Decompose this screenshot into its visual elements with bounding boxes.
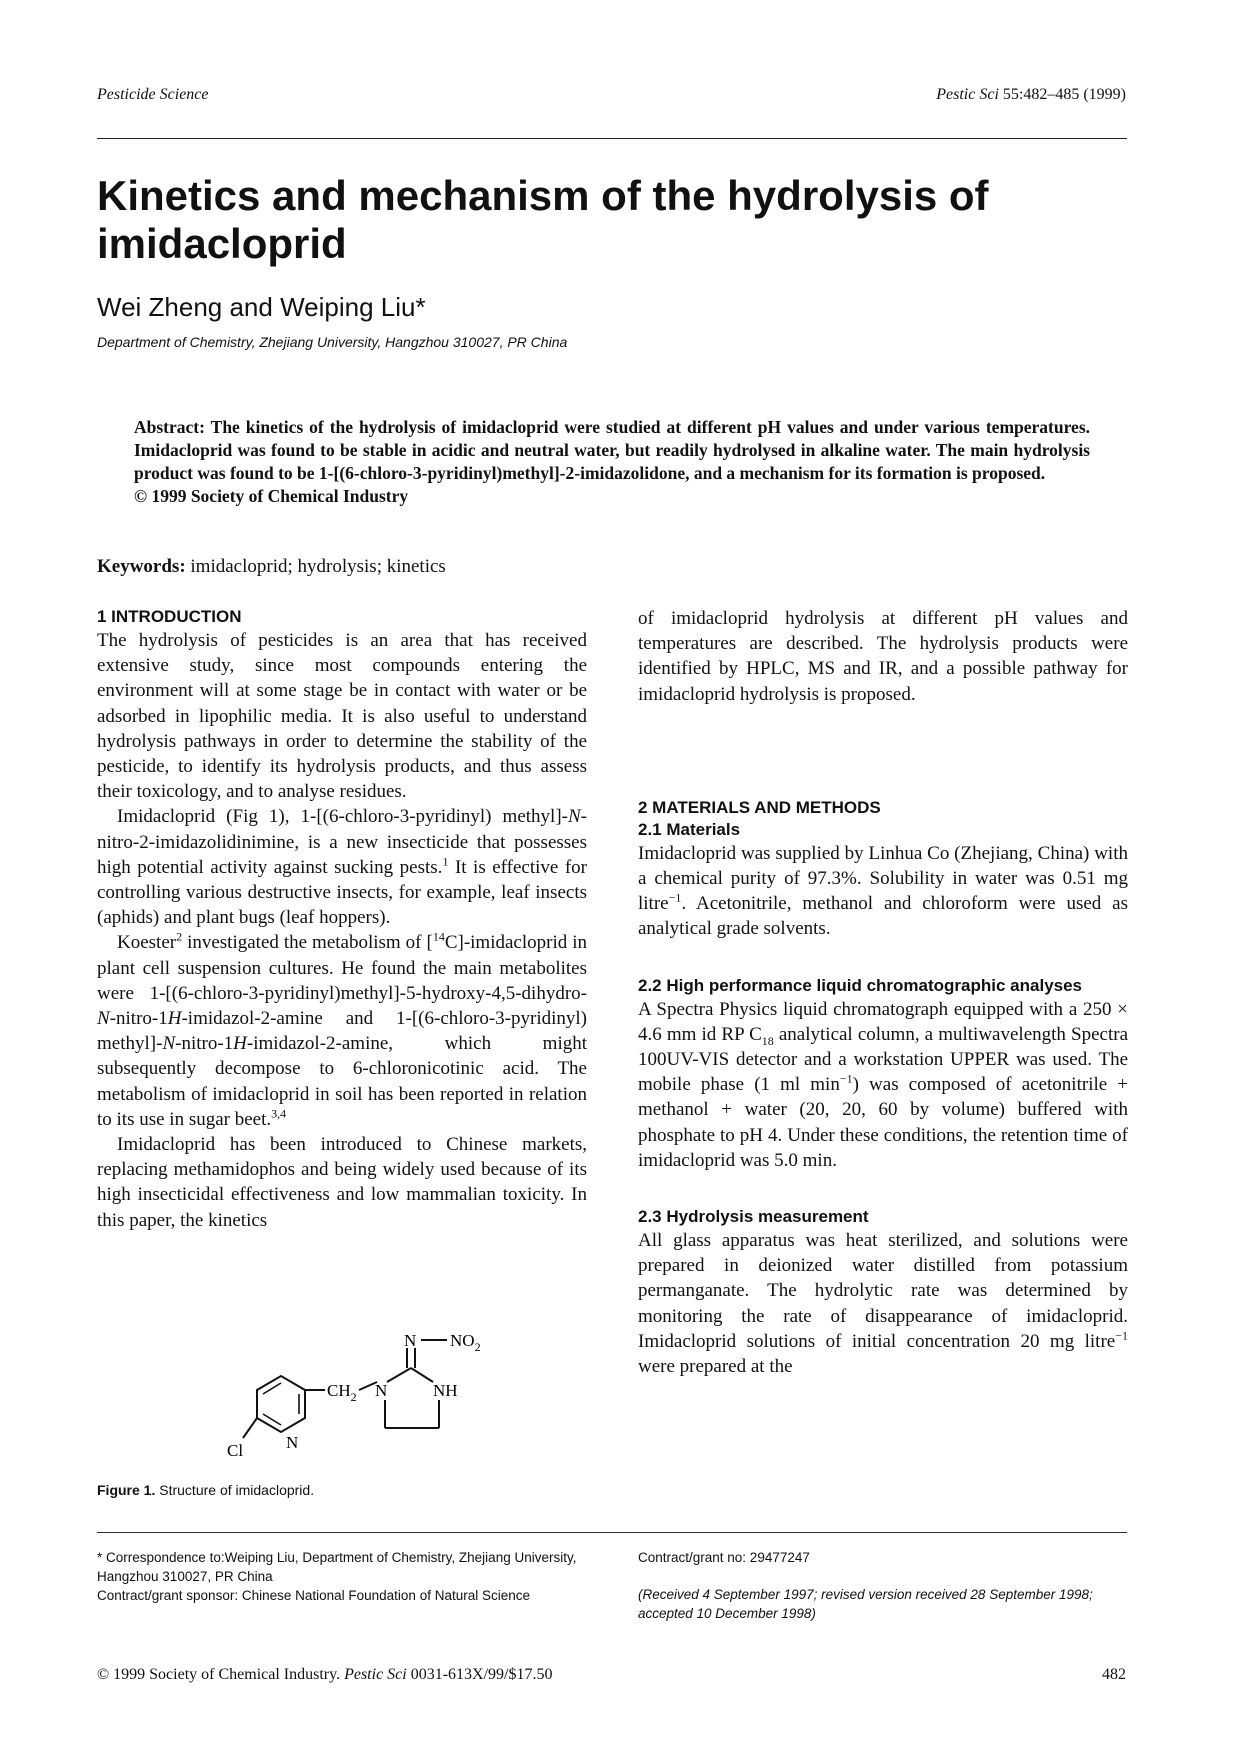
hydrolysis-paragraph: All glass apparatus was heat sterilized, and solutions were prepared in deionized water distilled from potassium permanganate. The hydrolytic rate was determined by monitoring the rate of disappearance of imidacloprid. Imidacloprid solutions of initial concentration 20 mg litre$^{-1}$ were prepared at the <box>638 1230 1128 1378</box>
abstract-copyright: © 1999 Society of Chemical Industry <box>134 486 409 506</box>
footnote-rule <box>97 1532 1127 1533</box>
keywords-text: imidacloprid; hydrolysis; kinetics <box>190 556 446 577</box>
intro-paragraph-3: Koester$^2$ investigated the metabolism of [$^{14}$C]-imidacloprid in plant cell suspension cultures. He found the main metabolites were 1-[(6-chloro-3-pyridinyl)methyl]-5-hydroxy-4,5-dihydro-N-nitro-1H-imidazol-2-amine and 1-[(6-chloro-3-pyridinyl) methyl]-N-nitro-1H-imidazol-2-amine, which might subsequently decompose to 6-chloronicotinic acid. The metabolism of imidacloprid in soil has been reported in relation to its use in sugar beet.$^{3,4}$ <box>97 930 587 1130</box>
imine-n-label: N <box>404 1331 417 1350</box>
figure-label: Figure 1. <box>97 1482 156 1498</box>
nh-label: NH <box>433 1381 458 1400</box>
footnotes-right <box>638 1548 1130 1623</box>
authors: Wei Zheng and Weiping Liu* <box>97 292 426 322</box>
grant-number-note: Contract/grant no: 29477247 <box>638 1550 810 1565</box>
footer-copyright: © 1999 Society of Chemical Industry. Pestic Sci 0031-613X/99/$17.50 <box>97 1666 553 1683</box>
imidacloprid-structure <box>207 1331 587 1476</box>
abstract-label: Abstract: <box>134 417 205 437</box>
citation-volume: 55 <box>1002 86 1019 103</box>
right-column <box>638 606 1128 1379</box>
correspondence-note: * Correspondence to:Weiping Liu, Department of Chemistry, Zhejiang University, Hangzhou 310027, PR China <box>97 1550 577 1584</box>
figure-caption-text: Structure of imidacloprid. <box>159 1482 315 1498</box>
pyridine-ring <box>257 1376 305 1432</box>
cl-label: Cl <box>227 1441 244 1460</box>
ring-n-label: N <box>375 1381 388 1400</box>
running-head-journal: Pesticide Science <box>97 86 209 103</box>
keywords <box>97 556 446 578</box>
footnotes-left <box>97 1548 589 1605</box>
hplc-paragraph: A Spectra Physics liquid chromatograph equipped with a 250 × 4.6 mm id RP $C_{18}$ analytical column, a multiwavelength Spectra 100UV-VIS detector and a workstation UPPER was used. The mobile phase (1 ml $\min^{-1}$) was composed of acetonitrile + methanol + water (20, 20, 60 by volume) buffered with phosphate to pH 4. Under these conditions, the retention time of imidacloprid was 5.0 min. <box>638 998 1129 1171</box>
materials-heading: 2.1 Materials <box>638 819 741 839</box>
hplc-heading: 2.2 High performance liquid chromatographic analyses <box>638 975 1083 995</box>
materials-paragraph: Imidacloprid was supplied by Linhua Co (Zhejiang, China) with a chemical purity of 97.3%. Solubility in water was 0.51 mg litre$^{-1}$. Acetonitrile, methanol and chloroform were used as analytical grade solvents. <box>638 842 1128 940</box>
imid-bond-2 <box>411 1368 433 1382</box>
sponsor-note: Contract/grant sponsor: Chinese National Foundation of Natural Science <box>97 1588 530 1603</box>
page-number: 482 <box>1102 1666 1126 1683</box>
citation-pages: :482–485 (1999) <box>1018 86 1126 103</box>
header-rule <box>97 138 1127 139</box>
methods-heading: 2 MATERIALS AND METHODS <box>638 797 881 817</box>
intro-heading: 1 INTRODUCTION <box>97 607 242 626</box>
intro-paragraph-2: Imidacloprid (Fig 1), 1-[(6-chloro-3-pyridinyl) methyl]-N-nitro-2-imidazolidinimine, is a new insecticide that possesses high potential activity against sucking pests.$^1$ It is effective for controlling various destructive insects, for example, leaf insects (aphids) and plant bugs (leaf hoppers). <box>97 806 587 929</box>
article-title: Kinetics and mechanism of the hydrolysis of imidacloprid <box>97 172 989 267</box>
citation-journal: Pestic Sci <box>936 86 999 103</box>
cl-bond <box>243 1418 257 1438</box>
abstract-text: The kinetics of the hydrolysis of imidacloprid were studied at different pH values and under various temperatures. Imidacloprid was found to be stable in acidic and neutral water, but readily hydrolysed in alkaline water. The main hydrolysis product was found to be 1-[(6-chloro-3-pyridinyl)methyl]-2-imidazolidone, and a mechanism for its formation is proposed. <box>134 417 1090 483</box>
intro-paragraph-1: The hydrolysis of pesticides is an area that has received extensive study, since most compounds entering the environment will at some stage be in contact with water or be adsorbed in lipophilic media. It is also useful to understand hydrolysis pathways in order to determine the stability of the pesticide, to identify its hydrolysis products, and thus assess their toxicology, and to analyse residues. <box>97 630 587 803</box>
imid-bond-1 <box>387 1368 411 1382</box>
affiliation: Department of Chemistry, Zhejiang University, Hangzhou 310027, PR China <box>97 334 568 350</box>
abstract <box>134 416 1090 508</box>
intro-paragraph-4: Imidacloprid has been introduced to Chinese markets, replacing methamidophos and being widely used because of its high insecticidal effectiveness and low mammalian toxicity. In this paper, the kinetics <box>97 1134 587 1231</box>
reference-3-4: 3,4 <box>271 1106 287 1121</box>
figure-caption <box>97 1482 314 1498</box>
left-column <box>97 606 587 1233</box>
pyridine-n-label: N <box>286 1433 299 1452</box>
ch2-label: $CH_2$ <box>327 1381 357 1404</box>
hydrolysis-heading: 2.3 Hydrolysis measurement <box>638 1207 869 1227</box>
no2-label: $NO_2$ <box>450 1331 481 1354</box>
running-head-citation <box>936 86 1126 104</box>
reference-1: 1 <box>442 854 449 869</box>
intro-paragraph-4-continued: of imidacloprid hydrolysis at different pH values and temperatures are described. The hydrolysis products were identified by HPLC, MS and IR, and a possible pathway for imidacloprid hydrolysis is proposed. <box>638 608 1128 705</box>
keywords-label: Keywords: <box>97 556 186 577</box>
reference-2: 2 <box>176 930 183 945</box>
received-dates-note: (Received 4 September 1997; revised version received 28 September 1998; accepted 10 December 1998) <box>638 1587 1093 1621</box>
